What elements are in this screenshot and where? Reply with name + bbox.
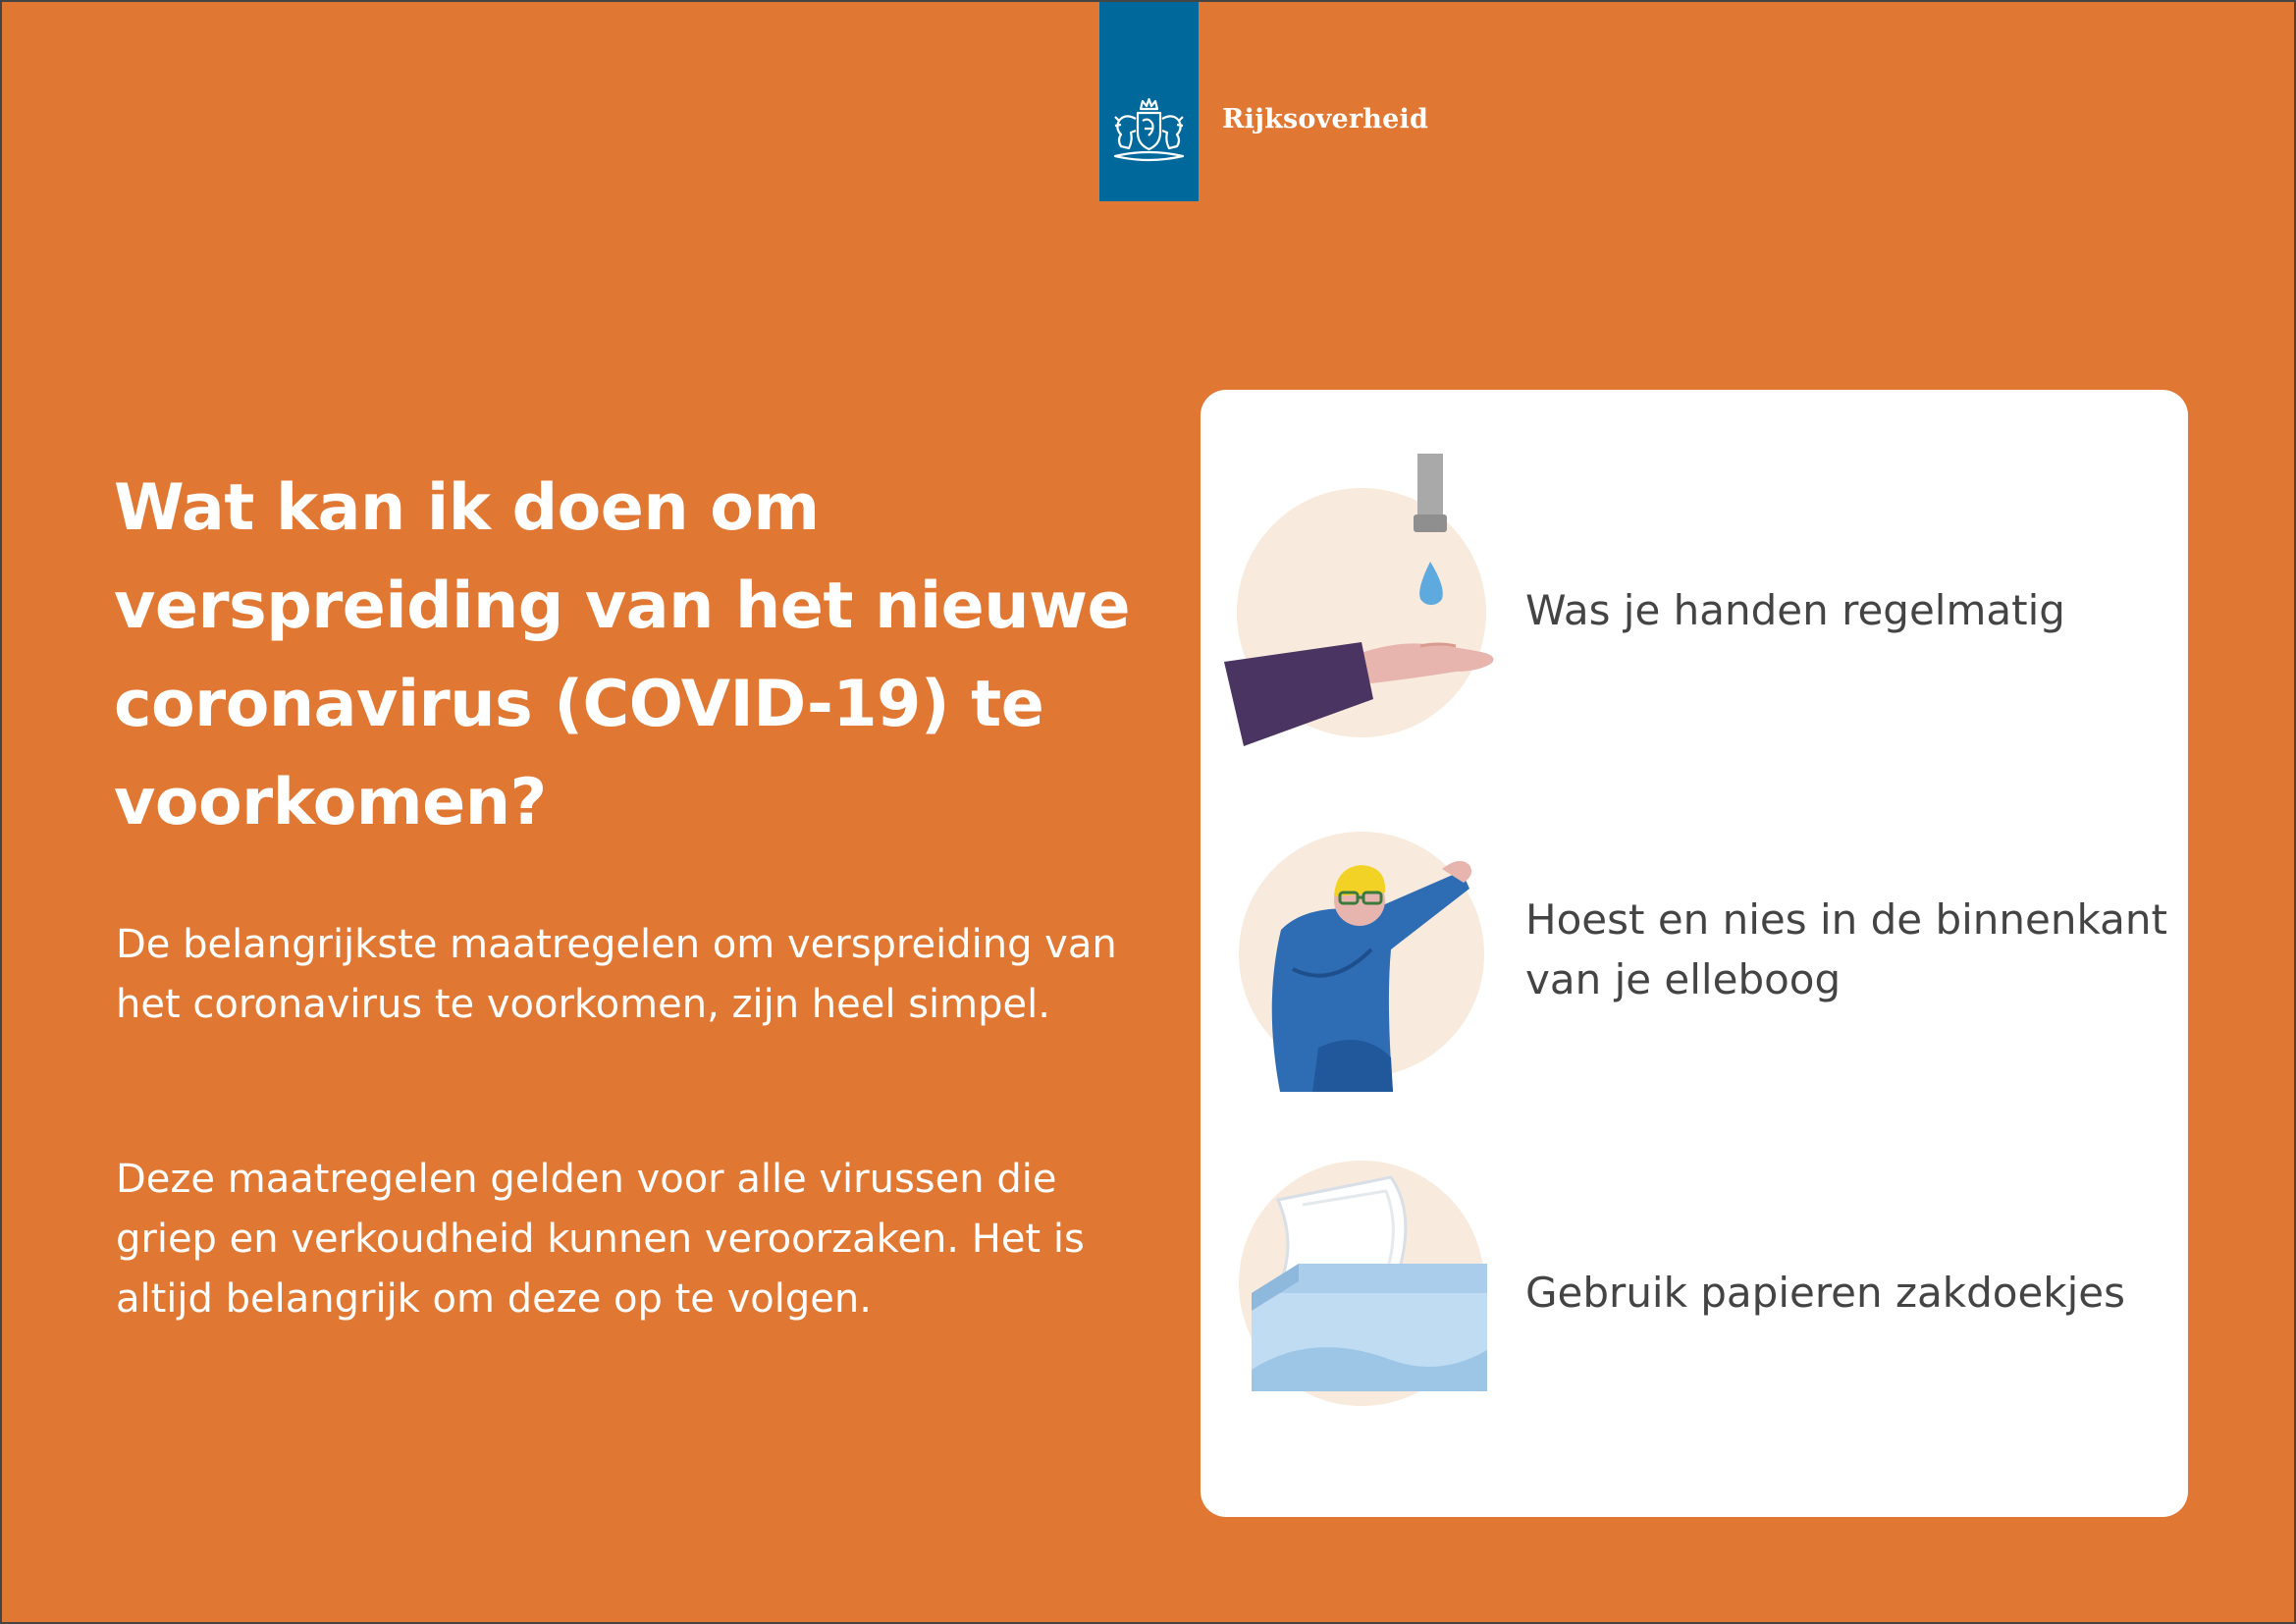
intro-paragraph: De belangrijkste maatregelen om verspreiding van het coronavirus te voorkomen, zijn heel simpel. xyxy=(116,922,1117,1027)
info-paragraph: Deze maatregelen gelden voor alle virussen die griep en verkoudheid kunnen veroorzaken. Het is altijd belangrijk om deze op te volgen. xyxy=(116,1157,1085,1322)
tip-label-wash-hands: Was je handen regelmatig xyxy=(1525,586,2065,634)
tip-label-paper-tissues: Gebruik papieren zakdoekjes xyxy=(1525,1269,2126,1317)
logo-bar xyxy=(1099,2,1199,201)
crest-icon xyxy=(1107,95,1191,174)
sneeze-in-elbow-icon xyxy=(1224,832,1538,1107)
page-heading: Wat kan ik doen om verspreiding van het nieuwe coronavirus (COVID-19) te voorkomen? xyxy=(114,471,1131,839)
tip-label-sneeze-elbow: Hoest en nies in de binnenkant van je elleboog xyxy=(1525,895,2167,1003)
tissue-box-icon xyxy=(1224,1156,1538,1431)
logo-text: Rijksoverheid xyxy=(1222,104,1429,135)
hand-washing-icon xyxy=(1224,454,1538,758)
